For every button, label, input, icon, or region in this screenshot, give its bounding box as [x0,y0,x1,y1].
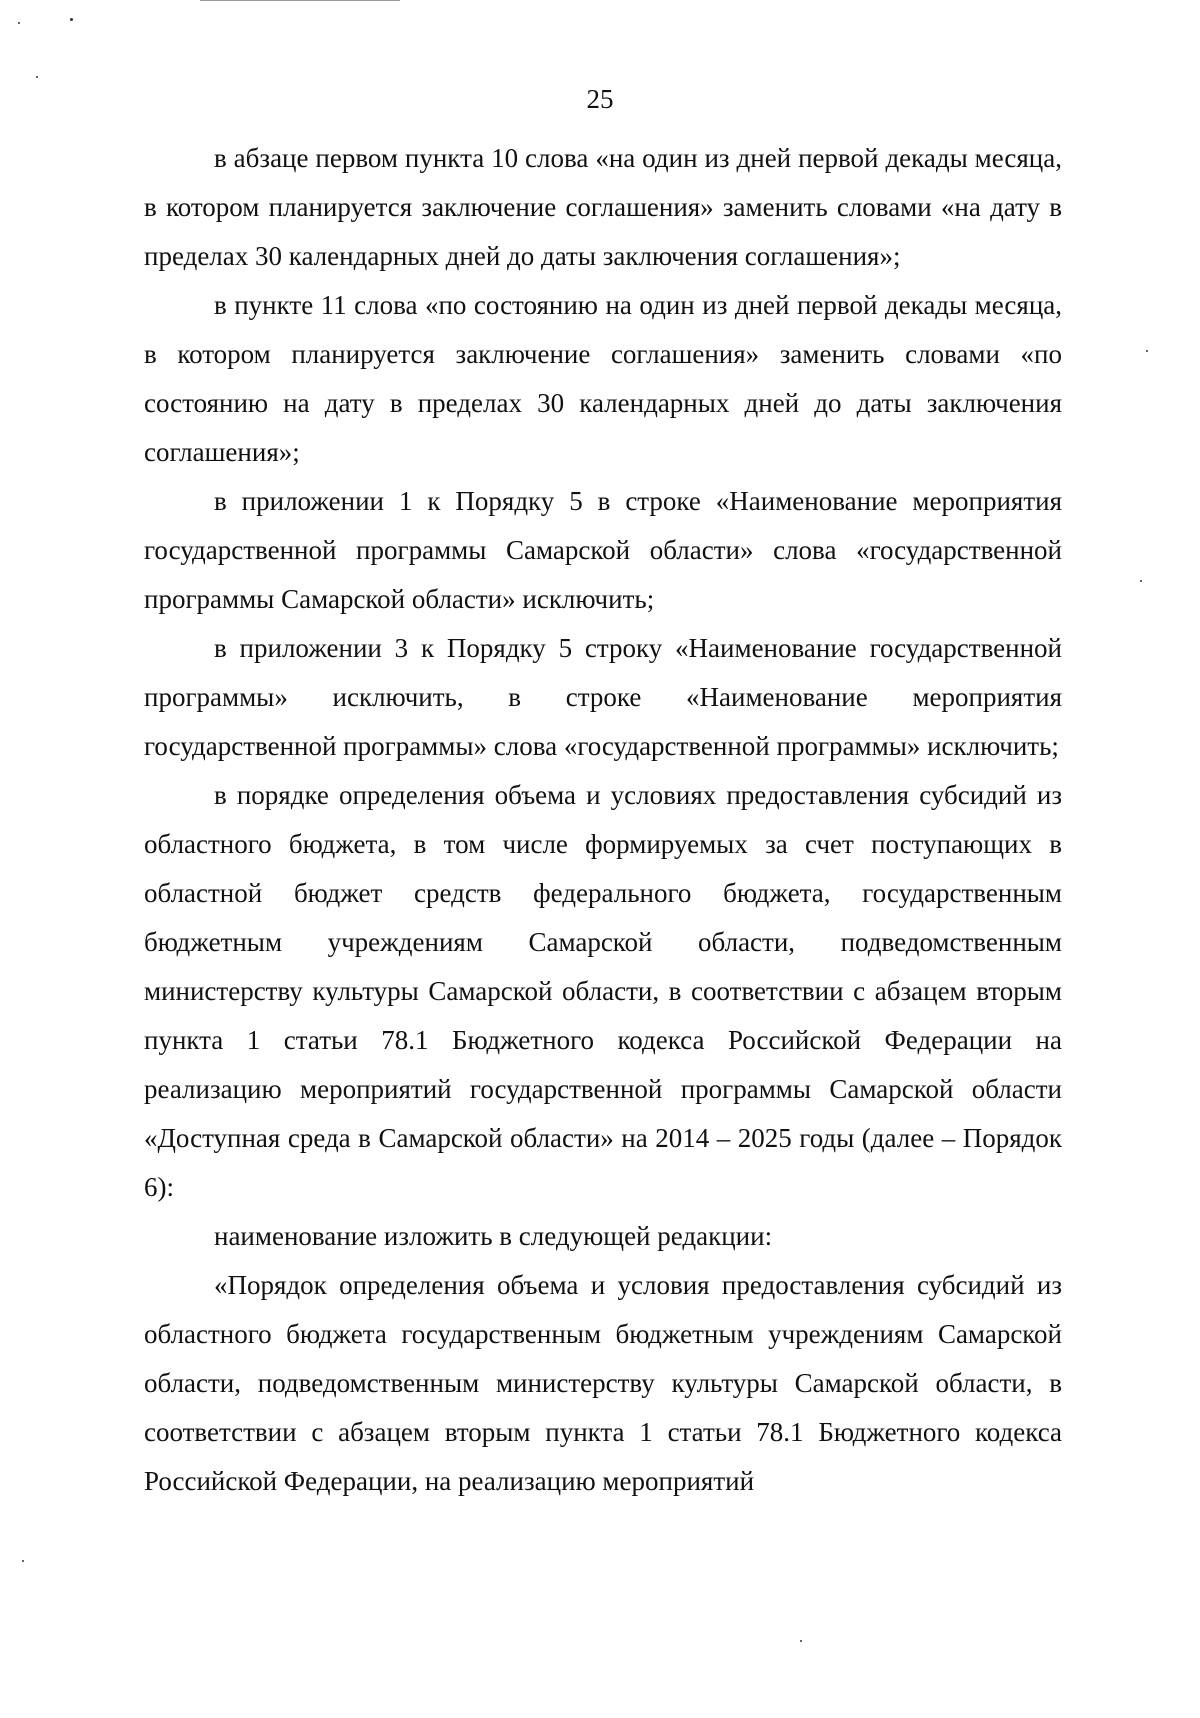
scan-speck [18,22,20,24]
paragraph-6: наименование изложить в следующей редакции: [214,1221,773,1251]
paragraph-1: в абзаце первом пункта 10 слова «на один из дней первой декады месяца, в котором планируется заключение соглашения» заменить словами «на дату в пределах 30 календарных дней до даты заключения соглашения»; [144,143,1062,271]
scan-speck [1146,350,1148,352]
scan-speck [70,18,73,21]
paragraph-5: в порядке определения объема и условиях предоставления субсидий из областного бюджета, в том числе формируемых за счет поступающих в областной бюджет средств федерального бюджета, государственным бюджетным учреждениям Самарской области, подведомственным министерству культуры Самарской области, в соответствии с абзацем вторым пункта 1 статьи 78.1 Бюджетного кодекса Российской Федерации на реализацию мероприятий государственной программы Самарской области «Доступная среда в Самарской области» на 2014 – 2025 годы (далее – Порядок 6): [144,780,1062,1202]
page-number: 25 [586,84,614,114]
scan-edge-line [200,0,400,1]
paragraph-3: в приложении 1 к Порядку 5 в строке «Наименование мероприятия государственной программы Самарской области» слова «государственной программы Самарской области» исключить; [144,486,1062,614]
document-body [144,134,1062,1506]
scan-speck [1140,580,1142,582]
paragraph-2: в пункте 11 слова «по состоянию на один из дней первой декады месяца, в котором планируется заключение соглашения» заменить словами «по состоянию на дату в пределах 30 календарных дней до даты заключения соглашения»; [144,290,1062,467]
paragraph-7: «Порядок определения объема и условия предоставления субсидий из областного бюджета государственным бюджетным учреждениям Самарской области, подведомственным министерству культуры Самарской области, в соответствии с абзацем вторым пункта 1 статьи 78.1 Бюджетного кодекса Российской Федерации, на реализацию мероприятий [144,1270,1062,1496]
paragraph-4: в приложении 3 к Порядку 5 строку «Наименование государственной программы» исключить, в строке «Наименование мероприятия государственной программы» слова «государственной программы» исключить; [144,633,1062,761]
scan-speck [36,76,38,78]
scan-speck [800,1640,802,1642]
scan-speck [22,1560,24,1562]
